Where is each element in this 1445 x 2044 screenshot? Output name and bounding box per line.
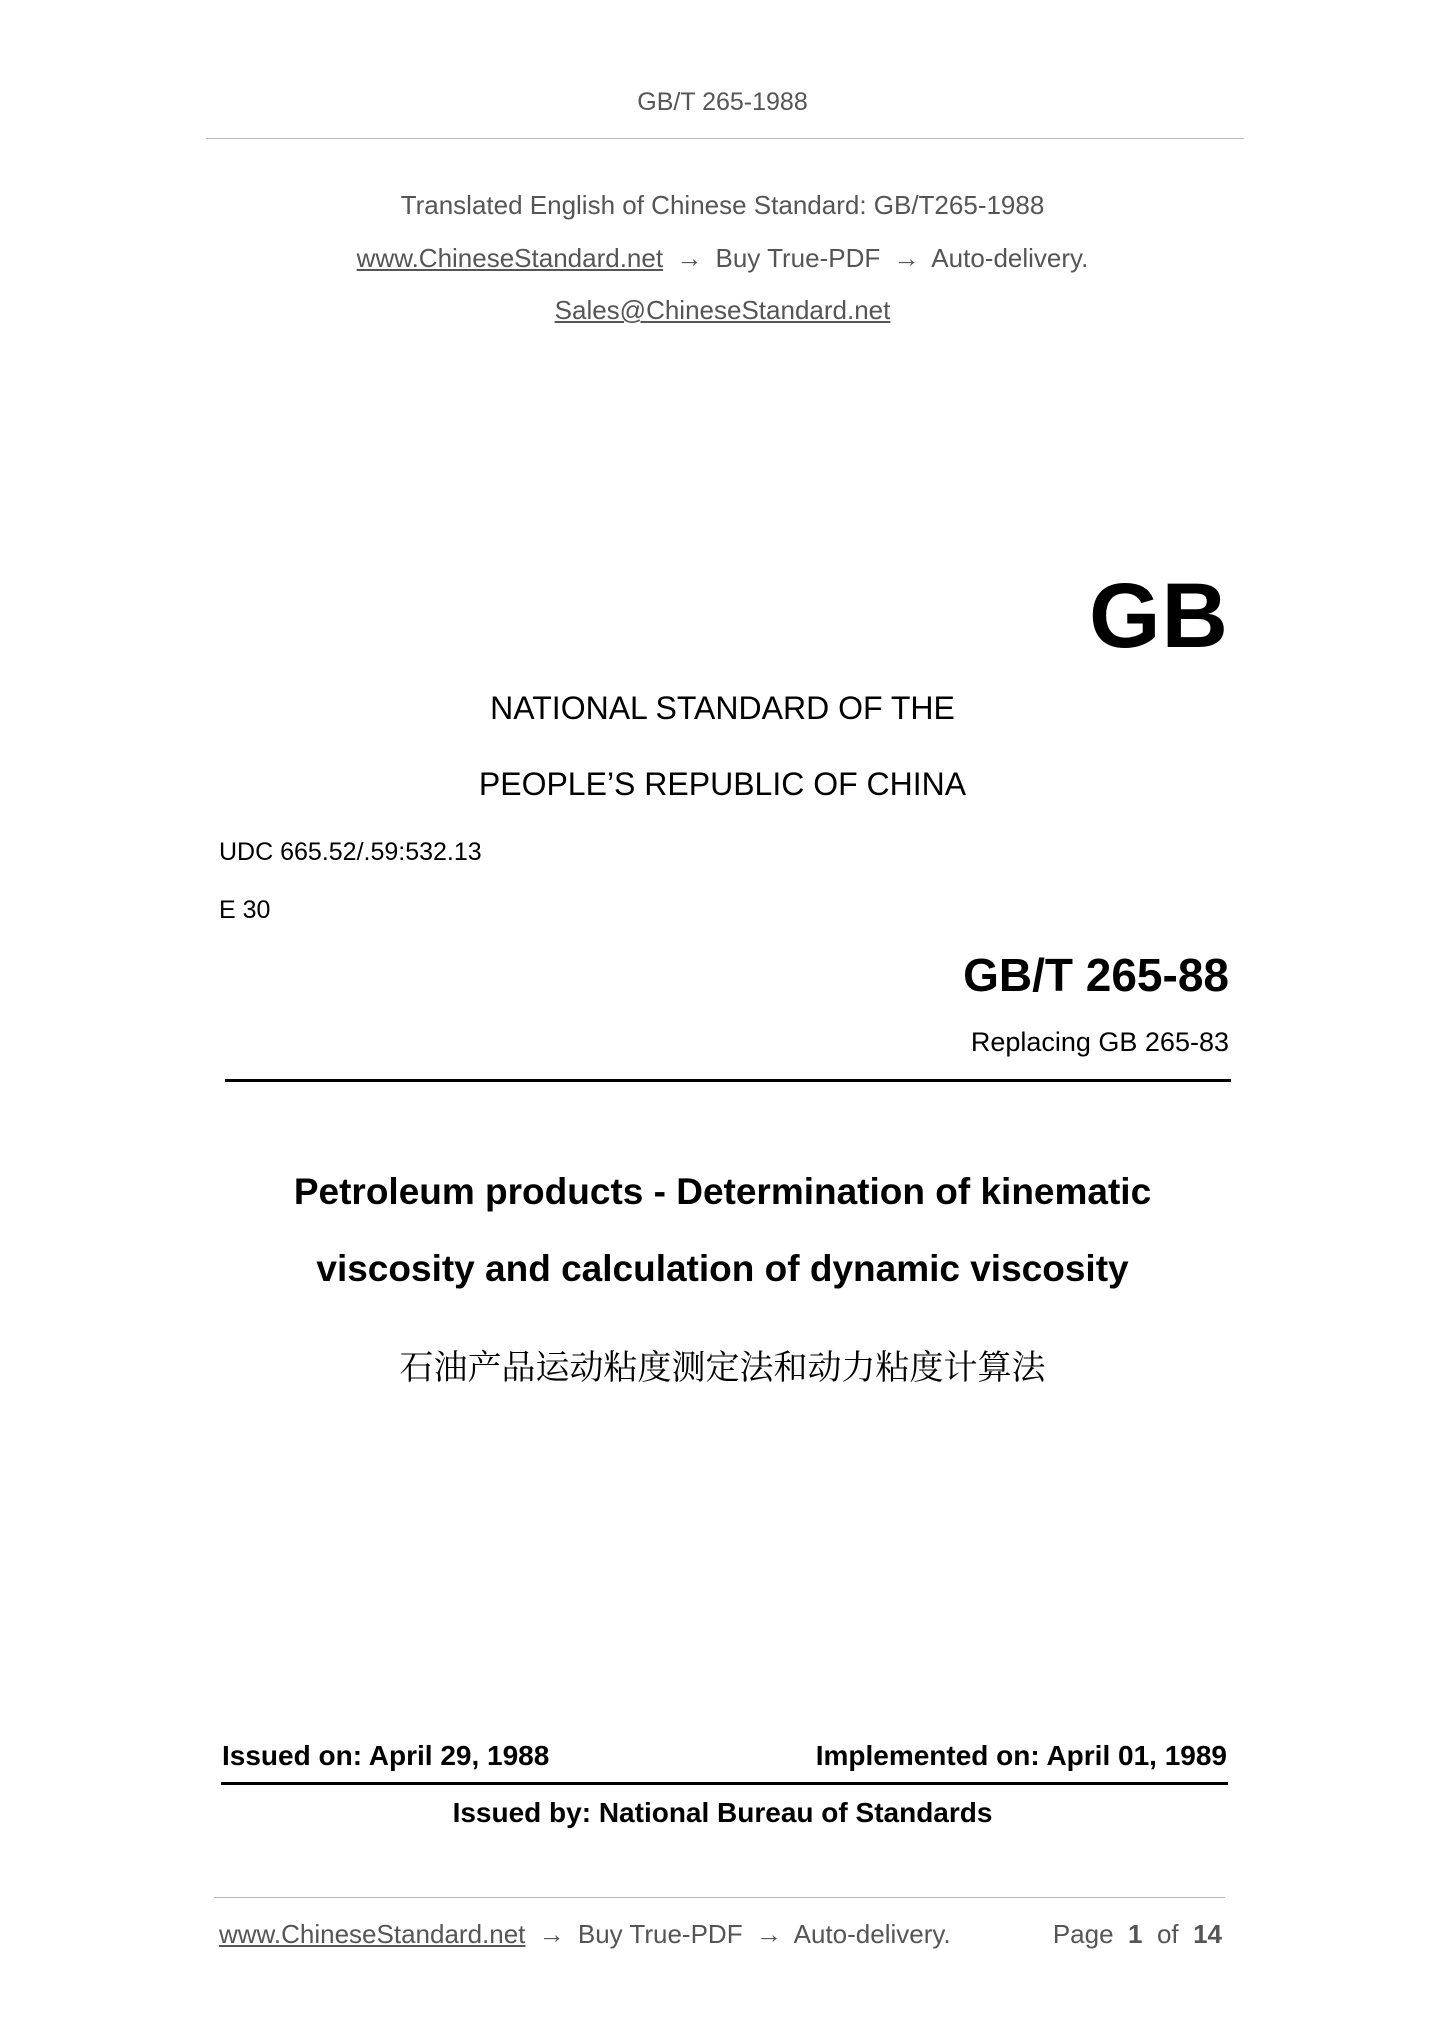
site-link[interactable]: www.ChineseStandard.net [356, 243, 664, 273]
arrow-right-icon: → [755, 1919, 782, 1949]
title-divider [225, 1079, 1231, 1082]
arrow-right-icon: → [893, 243, 920, 273]
title-chinese: 石油产品运动粘度测定法和动力粘度计算法 [399, 1348, 1046, 1388]
translated-line: Translated English of Chinese Standard: GB/T265-1988 [400, 190, 1045, 220]
auto-delivery-text: Auto-delivery. [931, 243, 1089, 273]
footer-auto-delivery-text: Auto-delivery. [793, 1919, 951, 1949]
standard-number: GB/T 265-88 [963, 949, 1229, 1001]
running-header: GB/T 265-1988 [637, 88, 808, 116]
gb-logo: GB [1089, 565, 1229, 667]
title-line1: Petroleum products - Determination of kinematic [293, 1171, 1152, 1212]
buy-true-pdf-text: Buy True-PDF [715, 243, 881, 273]
page-indicator [1053, 1919, 1222, 1950]
issue-divider [221, 1782, 1228, 1785]
national-standard-line2: PEOPLE’S REPUBLIC OF CHINA [478, 766, 967, 802]
page-label: Page [1052, 1919, 1114, 1949]
implemented-on: Implemented on: April 01, 1989 [815, 1740, 1227, 1771]
issued-on: Issued on: April 29, 1988 [222, 1740, 550, 1771]
issued-by: Issued by: National Bureau of Standards [452, 1797, 993, 1828]
sales-email-link[interactable]: Sales@ChineseStandard.net [554, 295, 891, 325]
arrow-right-icon: → [676, 243, 703, 273]
page-total: 14 [1193, 1919, 1222, 1949]
classification-code: E 30 [219, 896, 271, 924]
title-line2: viscosity and calculation of dynamic viscosity [316, 1248, 1129, 1289]
footer-buy-line [219, 1919, 951, 1950]
arrow-right-icon: → [538, 1919, 565, 1949]
footer-buy-true-pdf-text: Buy True-PDF [577, 1919, 743, 1949]
replacing-note: Replacing GB 265-83 [970, 1027, 1229, 1057]
page-number: 1 [1128, 1919, 1143, 1949]
national-standard-line1: NATIONAL STANDARD OF THE [490, 690, 955, 726]
udc-code: UDC 665.52/.59:532.13 [219, 838, 482, 866]
footer-divider [214, 1897, 1225, 1898]
promo-buy-line [0, 243, 1445, 274]
of-label: of [1156, 1919, 1179, 1949]
header-divider [206, 138, 1244, 139]
footer-site-link[interactable]: www.ChineseStandard.net [219, 1919, 526, 1949]
email-line [0, 295, 1445, 326]
